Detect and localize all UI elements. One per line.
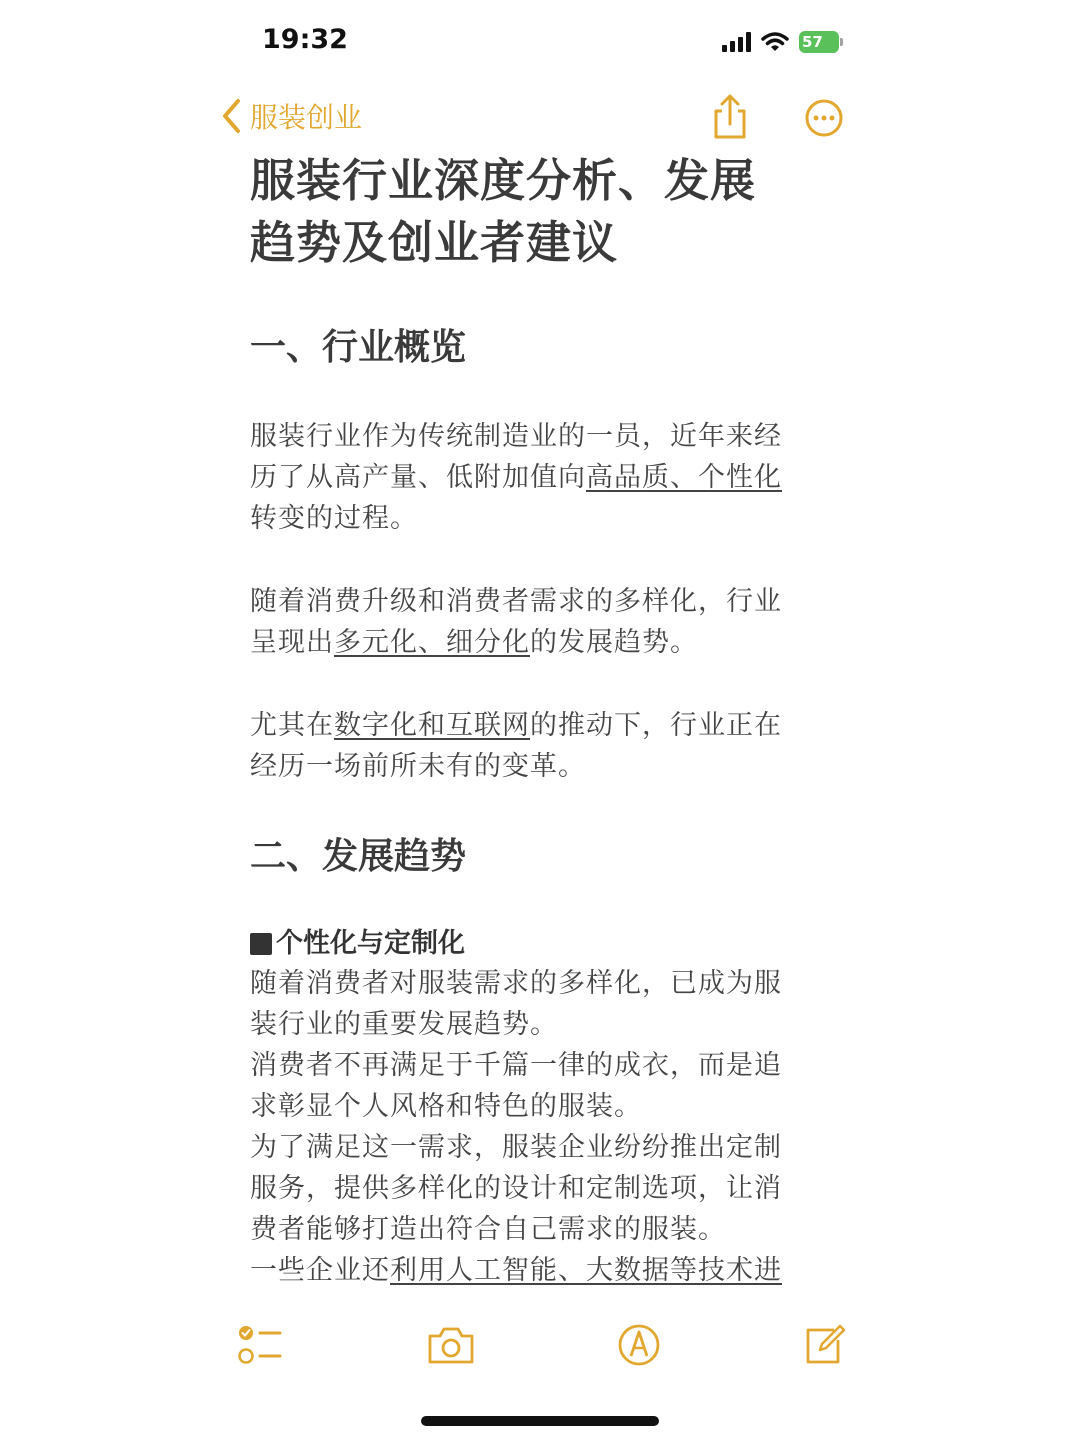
text-line: 经历一场前所未有的变革。 [250, 751, 586, 782]
section-heading: 一、行业概览 [250, 327, 467, 368]
battery-level: 57 [802, 33, 823, 51]
text-span: 历了从高产量、低附加值向 [250, 462, 586, 493]
chevron-left-icon [220, 98, 242, 134]
checklist-icon[interactable] [236, 1322, 286, 1368]
title-line: 趋势及创业者建议 [250, 216, 619, 269]
section-heading: 二、发展趋势 [250, 836, 467, 877]
text-line [250, 457, 815, 498]
text-line [250, 1250, 815, 1290]
underlined-text: 利用人工智能、大数据等技术进 [390, 1255, 782, 1286]
note-body[interactable] [250, 150, 815, 1290]
text-line: 为了满足这一需求，服装企业纷纷推出定制 [250, 1132, 782, 1163]
share-icon[interactable] [708, 94, 752, 140]
markup-icon[interactable] [614, 1322, 664, 1368]
text-line: 转变的过程。 [250, 503, 418, 534]
paragraph [250, 705, 815, 787]
text-line: 随着消费升级和消费者需求的多样化，行业 [250, 586, 782, 617]
camera-icon[interactable] [426, 1322, 476, 1368]
text-line [250, 622, 815, 663]
status-time: 19:32 [262, 24, 348, 55]
text-span: 一些企业还 [250, 1255, 390, 1286]
compose-icon[interactable] [800, 1322, 850, 1368]
back-label: 服装创业 [250, 101, 363, 134]
wifi-icon [761, 31, 789, 53]
text-line: 随着消费者对服装需求的多样化，已成为服 [250, 968, 782, 999]
back-button[interactable] [220, 96, 362, 136]
text-line: 装行业的重要发展趋势。 [250, 1009, 558, 1040]
paragraph [250, 581, 815, 663]
note-title [250, 150, 815, 274]
text-line: 消费者不再满足于千篇一律的成衣，而是追 [250, 1050, 782, 1081]
bullet-square-icon [250, 933, 272, 955]
text-span: 的发展趋势。 [530, 627, 698, 658]
text-span: 尤其在 [250, 710, 334, 741]
text-line: 服装行业作为传统制造业的一员，近年来经 [250, 421, 782, 452]
text-line: 费者能够打造出符合自己需求的服装。 [250, 1214, 726, 1245]
text-line: 求彰显个人风格和特色的服装。 [250, 1091, 642, 1122]
home-indicator[interactable] [421, 1416, 659, 1426]
battery-icon [799, 31, 839, 53]
underlined-text: 多元化、细分化 [334, 627, 530, 658]
cellular-signal-icon [722, 32, 751, 52]
text-span: 的推动下，行业正在 [530, 710, 782, 741]
status-icons [722, 28, 839, 56]
paragraph [250, 416, 815, 539]
bullet-heading [250, 929, 815, 959]
text-line [250, 705, 815, 746]
underlined-text: 数字化和互联网 [334, 710, 530, 741]
bullet-label: 个性化与定制化 [276, 928, 465, 959]
title-line: 服装行业深度分析、发展 [250, 154, 757, 207]
text-span: 呈现出 [250, 627, 334, 658]
text-line: 服务，提供多样化的设计和定制选项，让消 [250, 1173, 782, 1204]
underlined-text: 高品质、个性化 [586, 462, 782, 493]
paragraph [250, 963, 815, 1290]
more-options-icon[interactable] [804, 98, 844, 138]
